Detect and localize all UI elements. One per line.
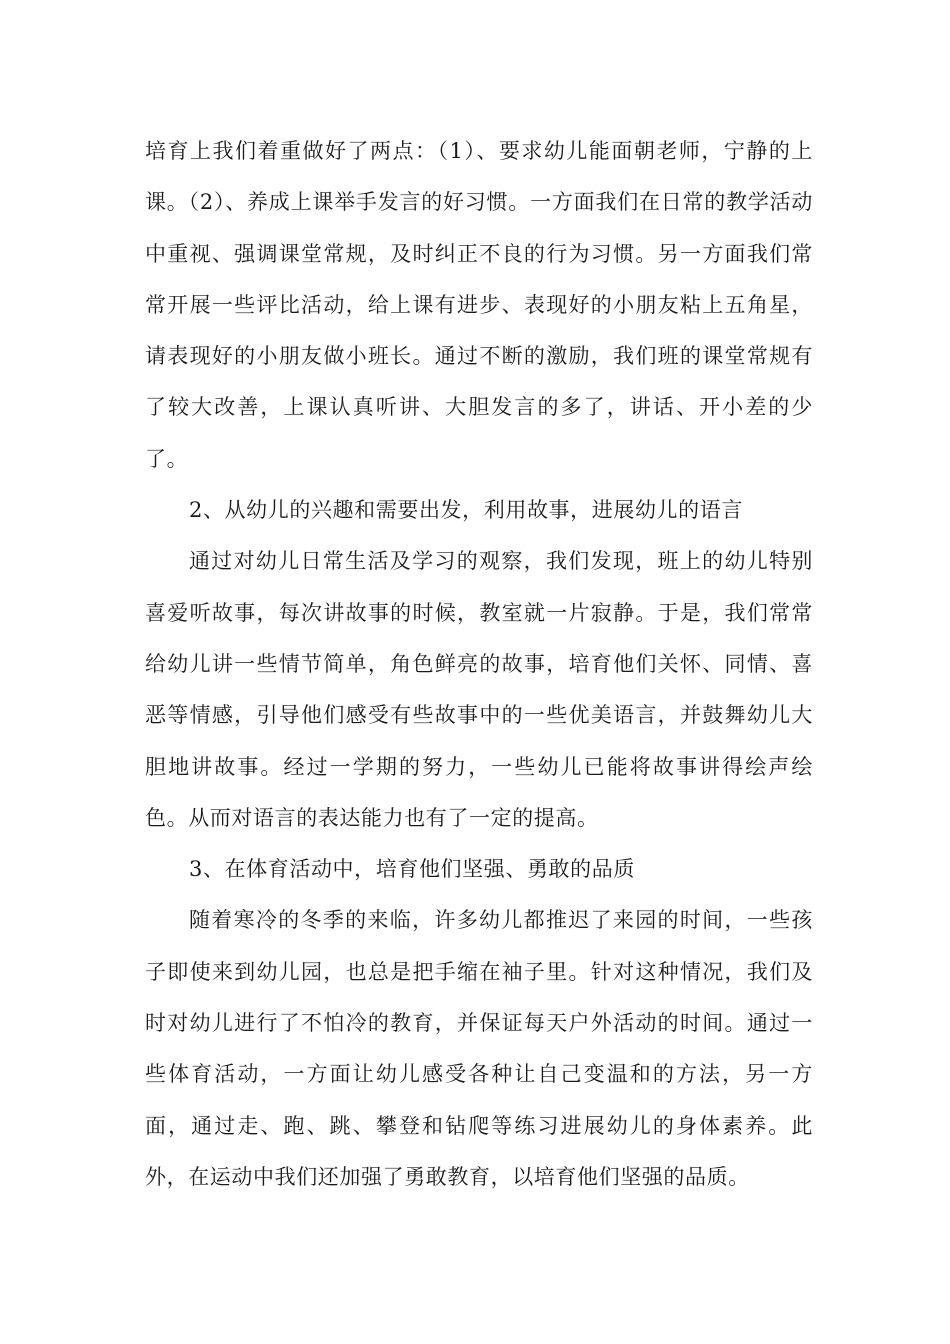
document-body [145, 126, 813, 1203]
paragraph-storytelling: 通过对幼儿日常生活及学习的观察，我们发现，班上的幼儿特别喜爱听故事，每次讲故事的时候，教室就一片寂静。于是，我们常常给幼儿讲一些情节简单，角色鲜亮的故事，培育他们关怀、同情、喜恶等情感，引导他们感受有些故事中的一些优美语言，并鼓舞幼儿大胆地讲故事。经过一学期的努力，一些幼儿已能将故事讲得绘声绘色。从而对语言的表达能力也有了一定的提高。 [145, 549, 813, 830]
paragraph-physical-activity: 随着寒冷的冬季的来临，许多幼儿都推迟了来园的时间，一些孩子即使来到幼儿园，也总是把手缩在袖子里。针对这种情况，我们及时对幼儿进行了不怕冷的教育，并保证每天户外活动的时间。通过一些体育活动，一方面让幼儿感受各种让自己变温和的方法，另一方面，通过走、跑、跳、攀登和钻爬等练习进展幼儿的身体素养。此外，在运动中我们还加强了勇敢教育，以培育他们坚强的品质。 [145, 908, 813, 1189]
section-heading-sports: 3、在体育活动中，培育他们坚强、勇敢的品质 [189, 857, 635, 882]
paragraph-classroom-habits: 培育上我们着重做好了两点：（1）、要求幼儿能面朝老师，宁静的上课。（2）、养成上课举手发言的好习惯。一方面我们在日常的教学活动中重视、强调课堂常规，及时纠正不良的行为习惯。另一方面我们常常开展一些评比活动，给上课有进步、表现好的小朋友粘上五角星，请表现好的小朋友做小班长。通过不断的激励，我们班的课堂常规有了较大改善，上课认真听讲、大胆发言的多了，讲话、开小差的少了。 [145, 139, 813, 471]
section-heading-language: 2、从幼儿的兴趣和需要出发，利用故事，进展幼儿的语言 [189, 498, 743, 523]
